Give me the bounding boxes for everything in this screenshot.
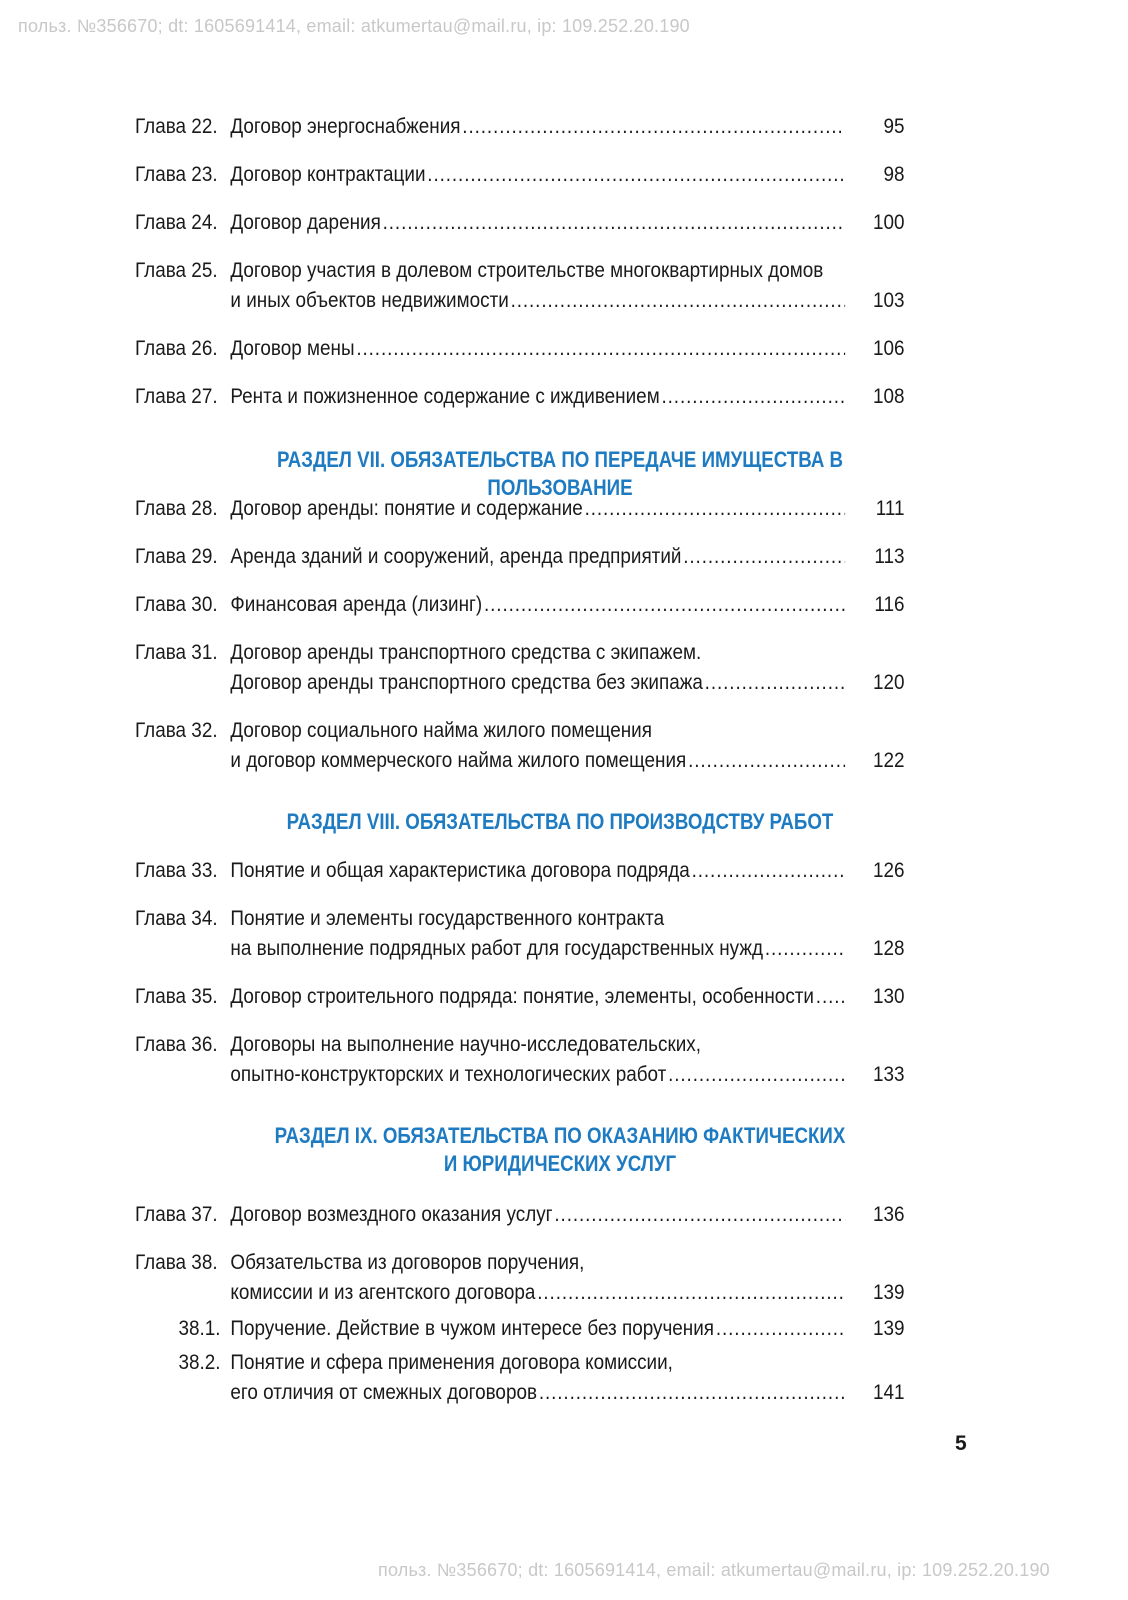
toc-entry-title: опытно-конструкторских и технологических работ bbox=[230, 1063, 667, 1086]
toc-entry-number: Глава 27. bbox=[135, 385, 218, 408]
toc-entry-page: 111 bbox=[875, 497, 905, 520]
dot-leader bbox=[705, 668, 845, 698]
toc-entry-number: Глава 37. bbox=[135, 1203, 218, 1226]
toc-entry-title: Понятие и общая характеристика договора подряда bbox=[230, 859, 690, 882]
dot-leader bbox=[511, 286, 846, 316]
section-heading bbox=[203, 1122, 917, 1178]
dot-leader bbox=[427, 160, 845, 190]
toc-entry-title-line bbox=[230, 746, 904, 776]
toc-entry-title-line bbox=[230, 934, 904, 964]
toc-entry-title: Договор аренды транспортного средства без экипажа bbox=[230, 671, 703, 694]
toc-entry-title-first-line: Понятие и элементы государственного контракта bbox=[230, 907, 665, 930]
dot-leader bbox=[816, 982, 845, 1012]
toc-entry-page: 95 bbox=[883, 115, 905, 138]
toc-entry-title-first-line: Договоры на выполнение научно-исследовательских, bbox=[230, 1033, 702, 1056]
toc-entry-number: Глава 26. bbox=[135, 337, 218, 360]
toc-entry-title-line bbox=[230, 286, 904, 316]
toc-entry-page: 108 bbox=[872, 385, 905, 408]
dot-leader bbox=[683, 542, 845, 572]
section-heading-line: РАЗДЕЛ IX. ОБЯЗАТЕЛЬСТВА ПО ОКАЗАНИЮ ФАКТИЧЕСКИХ bbox=[274, 1123, 846, 1148]
toc-entry-title: Поручение. Действие в чужом интересе без поручения bbox=[230, 1317, 715, 1340]
toc-entry-title: Договор энергоснабжения bbox=[230, 115, 461, 138]
toc-entry-title-line bbox=[230, 590, 904, 620]
dot-leader bbox=[716, 1314, 845, 1344]
toc-entry-number: Глава 23. bbox=[135, 163, 218, 186]
toc-entry-title-line bbox=[230, 334, 904, 364]
toc-entry-title-line bbox=[230, 1200, 904, 1230]
toc-entry-title-line bbox=[230, 1378, 904, 1408]
toc-entry-title-line bbox=[230, 1060, 904, 1090]
dot-leader bbox=[692, 856, 845, 886]
toc-entry-page: 130 bbox=[872, 985, 905, 1008]
toc-entry-number: 38.1. bbox=[178, 1317, 221, 1340]
dot-leader bbox=[554, 1200, 845, 1230]
toc-entry-title-line bbox=[230, 982, 904, 1012]
toc-entry-number: Глава 30. bbox=[135, 593, 218, 616]
toc-entry-title-first-line: Обязательства из договоров поручения, bbox=[230, 1251, 585, 1274]
section-heading-line: И ЮРИДИЧЕСКИХ УСЛУГ bbox=[443, 1151, 677, 1176]
watermark-bottom: польз. №356670; dt: 1605691414, email: atkumertau@mail.ru, ip: 109.252.20.190 bbox=[378, 1560, 1050, 1580]
section-heading-line: РАЗДЕЛ VIII. ОБЯЗАТЕЛЬСТВА ПО ПРОИЗВОДСТВУ РАБОТ bbox=[286, 809, 834, 834]
toc-entry-title-line bbox=[230, 112, 904, 142]
toc-entry-title: и договор коммерческого найма жилого помещения bbox=[230, 749, 687, 772]
dot-leader bbox=[688, 746, 845, 776]
toc-entry-title: Договор аренды: понятие и содержание bbox=[230, 497, 583, 520]
toc-entry-page: 126 bbox=[872, 859, 905, 882]
section-heading bbox=[203, 808, 917, 836]
dot-leader bbox=[661, 382, 845, 412]
toc-entry-page: 113 bbox=[874, 545, 905, 568]
dot-leader bbox=[484, 590, 845, 620]
toc-entry-title-line bbox=[230, 1278, 904, 1308]
toc-entry-page: 122 bbox=[872, 749, 905, 772]
toc-entry-number: Глава 25. bbox=[135, 259, 218, 282]
toc-entry-number: Глава 34. bbox=[135, 907, 218, 930]
toc-entry-title: Договор контрактации bbox=[230, 163, 426, 186]
toc-entry-title: Аренда зданий и сооружений, аренда предприятий bbox=[230, 545, 682, 568]
toc-entry-title: Договор дарения bbox=[230, 211, 381, 234]
toc-entry-title-line bbox=[230, 208, 904, 238]
toc-entry-page: 133 bbox=[872, 1063, 905, 1086]
toc-entry-title-line bbox=[230, 494, 904, 524]
toc-entry-number: Глава 22. bbox=[135, 115, 218, 138]
page-number: 5 bbox=[955, 1432, 967, 1455]
toc-entry-title: на выполнение подрядных работ для государственных нужд bbox=[230, 937, 764, 960]
dot-leader bbox=[585, 494, 846, 524]
dot-leader bbox=[383, 208, 845, 238]
toc-entry-title-first-line: Договор социального найма жилого помещения bbox=[230, 719, 652, 742]
dot-leader bbox=[537, 1278, 845, 1308]
toc-entry-title-line bbox=[230, 382, 904, 412]
toc-entry-page: 128 bbox=[872, 937, 905, 960]
toc-entry-page: 136 bbox=[872, 1203, 905, 1226]
toc-entry-title: и иных объектов недвижимости bbox=[230, 289, 509, 312]
toc-entry-page: 139 bbox=[872, 1281, 905, 1304]
toc-entry-title: Договор возмездного оказания услуг bbox=[230, 1203, 553, 1226]
toc-entry-number: Глава 28. bbox=[135, 497, 218, 520]
toc-entry-page: 103 bbox=[872, 289, 905, 312]
dot-leader bbox=[668, 1060, 845, 1090]
toc-entry-number: Глава 32. bbox=[135, 719, 218, 742]
dot-leader bbox=[539, 1378, 845, 1408]
dot-leader bbox=[765, 934, 845, 964]
toc-entry-page: 116 bbox=[874, 593, 905, 616]
toc-entry-number: Глава 33. bbox=[135, 859, 218, 882]
toc-entry-number: Глава 29. bbox=[135, 545, 218, 568]
toc-entry-page: 141 bbox=[872, 1381, 905, 1404]
toc-entry-title: комиссии и из агентского договора bbox=[230, 1281, 536, 1304]
toc-entry-number: Глава 35. bbox=[135, 985, 218, 1008]
toc-entry-page: 106 bbox=[872, 337, 905, 360]
toc-entry-title-first-line: Понятие и сфера применения договора комиссии, bbox=[230, 1351, 673, 1374]
toc-entry-title-line bbox=[230, 542, 904, 572]
toc-entry-title: Финансовая аренда (лизинг) bbox=[230, 593, 483, 616]
toc-entry-title-line bbox=[230, 160, 904, 190]
toc-entry-number: Глава 24. bbox=[135, 211, 218, 234]
toc-entry-title: Договор строительного подряда: понятие, элементы, особенности bbox=[230, 985, 814, 1008]
toc-entry-page: 139 bbox=[872, 1317, 905, 1340]
toc-entry-number: Глава 38. bbox=[135, 1251, 218, 1274]
toc-entry-title: его отличия от смежных договоров bbox=[230, 1381, 538, 1404]
toc-entry-title-line bbox=[230, 668, 904, 698]
toc-entry-number: Глава 36. bbox=[135, 1033, 218, 1056]
toc-entry-page: 100 bbox=[872, 211, 905, 234]
toc-entry-title-line bbox=[230, 1314, 904, 1344]
toc-entry-title: Договор мены bbox=[230, 337, 355, 360]
toc-entry-page: 120 bbox=[872, 671, 905, 694]
watermark-top: польз. №356670; dt: 1605691414, email: atkumertau@mail.ru, ip: 109.252.20.190 bbox=[18, 16, 690, 36]
section-heading-line: РАЗДЕЛ VII. ОБЯЗАТЕЛЬСТВА ПО ПЕРЕДАЧЕ ИМУЩЕСТВА В ПОЛЬЗОВАНИЕ bbox=[276, 447, 844, 500]
dot-leader bbox=[462, 112, 845, 142]
toc-entry-number: Глава 31. bbox=[135, 641, 218, 664]
toc-entry-number: 38.2. bbox=[178, 1351, 221, 1374]
toc-entry-title-first-line: Договор участия в долевом строительстве многоквартирных домов bbox=[230, 259, 824, 282]
dot-leader bbox=[356, 334, 845, 364]
toc-entry-page: 98 bbox=[883, 163, 905, 186]
toc-entry-title: Рента и пожизненное содержание с иждивением bbox=[230, 385, 660, 408]
toc-entry-title-line bbox=[230, 856, 904, 886]
toc-entry-title-first-line: Договор аренды транспортного средства с экипажем. bbox=[230, 641, 702, 664]
